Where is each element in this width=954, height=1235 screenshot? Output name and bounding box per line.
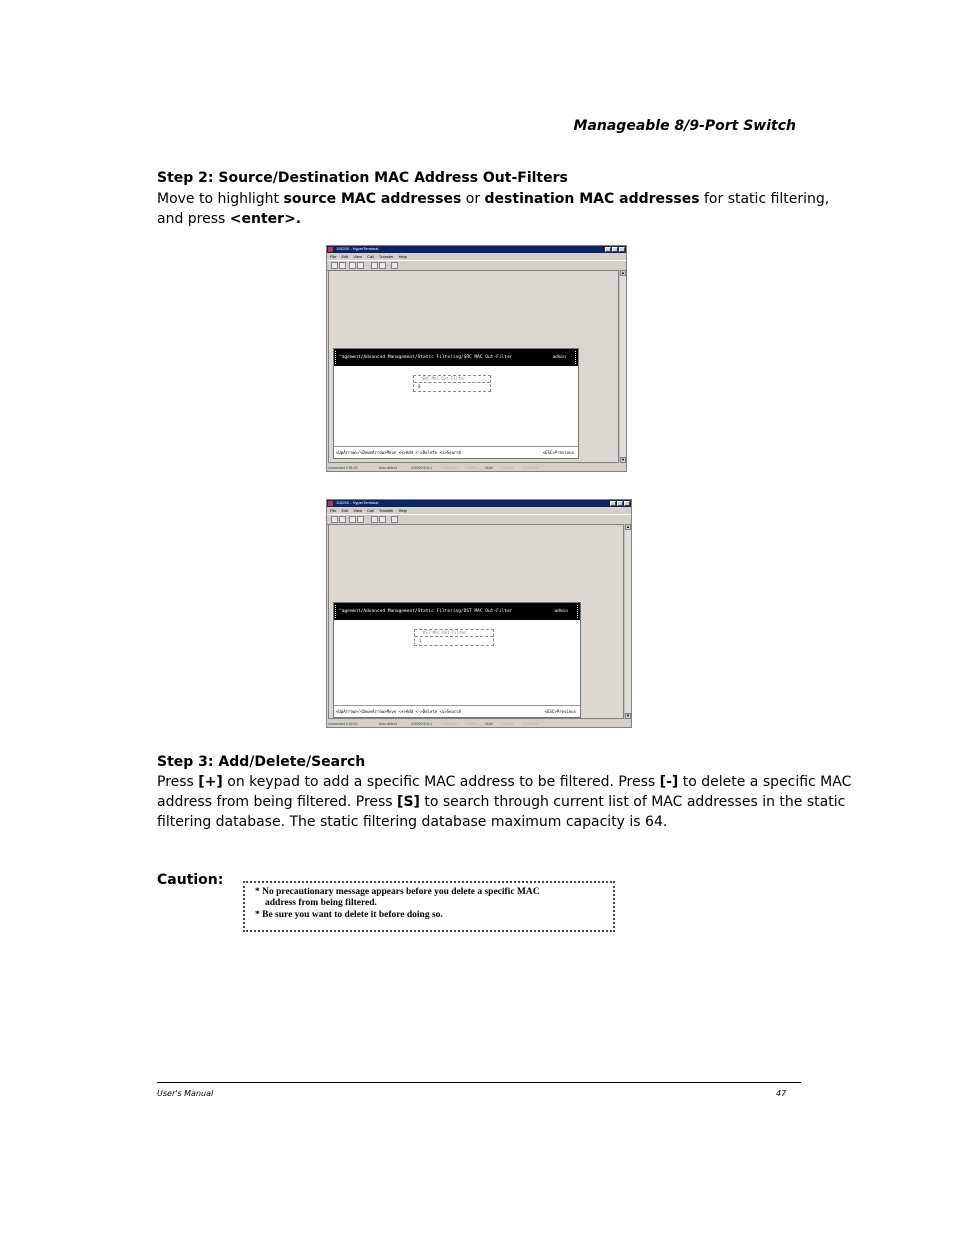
scroll-up-icon[interactable]: ▲	[621, 270, 625, 275]
menu-transfer[interactable]: Transfer	[378, 508, 394, 513]
properties-icon[interactable]	[391, 516, 398, 523]
menu-edit[interactable]: Edit	[341, 508, 349, 513]
step3-heading: Step 3: Add/Delete/Search	[157, 754, 366, 770]
close-icon[interactable]	[624, 501, 630, 506]
scroll-down-icon[interactable]: ▼	[621, 457, 625, 462]
filter-box[interactable]: DST MAC Out-Filter 1	[414, 629, 494, 646]
page-number: 47	[776, 1089, 787, 1098]
open-icon[interactable]	[339, 262, 346, 269]
receive-icon[interactable]	[379, 262, 386, 269]
filter-box[interactable]: SRC MAC Out-Filter 0	[413, 375, 491, 392]
hyperterminal-screenshot-src	[326, 245, 627, 472]
menu-file[interactable]: File	[330, 508, 337, 513]
properties-icon[interactable]	[391, 262, 398, 269]
scroll-up-icon[interactable]: ▲	[626, 524, 630, 529]
terminal-screen	[333, 348, 579, 459]
minimize-icon[interactable]	[610, 501, 616, 506]
menu-file[interactable]: File	[330, 254, 337, 259]
terminal-area	[328, 270, 619, 463]
caution-box: * No precautionary message appears before you delete a specific MAC address from being filtered. * Be sure you want to delete it before doing so.	[243, 881, 615, 932]
hyperterminal-screenshot-dst	[326, 499, 632, 728]
disconnect-icon[interactable]	[357, 516, 364, 523]
menu-help[interactable]: Help	[398, 508, 407, 513]
menu-transfer[interactable]: Transfer	[378, 254, 394, 259]
menu-call[interactable]: Call	[366, 254, 374, 259]
scrollbar[interactable]	[619, 270, 626, 463]
terminal-footer: <UpArrow>/<DownArrow>Move <+>Add <->Delete <s>Search <ESC>Previous	[334, 446, 578, 458]
maximize-icon[interactable]	[612, 247, 618, 252]
menu-call[interactable]: Call	[366, 508, 374, 513]
app-icon	[328, 247, 333, 252]
connect-icon[interactable]	[349, 516, 356, 523]
new-icon[interactable]	[331, 262, 338, 269]
minimize-icon[interactable]	[605, 247, 611, 252]
window-titlebar: 115200 - HyperTerminal	[327, 500, 631, 507]
connect-icon[interactable]	[349, 262, 356, 269]
terminal-titlebar: ^agement/Advanced Management/Static Filtering/DST MAC Out-Filter admin	[334, 603, 580, 620]
menu-edit[interactable]: Edit	[341, 254, 349, 259]
footer-left: User's Manual	[157, 1089, 214, 1098]
close-icon[interactable]	[619, 247, 625, 252]
app-icon	[328, 501, 333, 506]
send-icon[interactable]	[371, 516, 378, 523]
step3-paragraph: Press [+] on keypad to add a specific MAC address to be filtered. Press [-] to delete a specific MAC address from being filtered. Press [S] to search through current list of MAC addresses in the static filtering database. The static filtering database maximum capacity is 64.	[157, 774, 852, 830]
status-bar: Connected 2:02:02 Auto detect 115200 8-N-1 SCROLL CAPS NUM Capture Print echo	[328, 722, 539, 726]
running-header: Manageable 8/9-Port Switch	[573, 118, 796, 134]
status-bar: Connected 2:01:03 Auto detect 115200 8-N-1 SCROLL CAPS NUM Capture Print echo	[328, 466, 539, 470]
menu-bar	[327, 507, 631, 514]
menu-view[interactable]: View	[353, 508, 362, 513]
disconnect-icon[interactable]	[357, 262, 364, 269]
terminal-footer: <UpArrow>/<DownArrow>Move <+>Add <->Delete <s>Search <ESC>Previous	[334, 705, 580, 717]
footer-rule	[157, 1082, 801, 1083]
maximize-icon[interactable]	[617, 501, 623, 506]
terminal-titlebar: ^agement/Advanced Management/Static Filtering/SRC MAC Out-Filter admin	[334, 349, 578, 366]
caution-label: Caution:	[157, 872, 224, 888]
menu-bar	[327, 253, 626, 260]
scroll-down-icon[interactable]: ▼	[626, 713, 630, 718]
menu-view[interactable]: View	[353, 254, 362, 259]
open-icon[interactable]	[339, 516, 346, 523]
step2-heading: Step 2: Source/Destination MAC Address Out-Filters	[157, 170, 568, 186]
new-icon[interactable]	[331, 516, 338, 523]
menu-help[interactable]: Help	[398, 254, 407, 259]
step2-paragraph: Move to highlight source MAC addresses or destination MAC addresses for static filtering, and press <enter>.	[157, 191, 830, 227]
scrollbar[interactable]	[624, 524, 631, 719]
send-icon[interactable]	[371, 262, 378, 269]
terminal-screen	[333, 602, 581, 718]
terminal-area	[328, 524, 624, 719]
receive-icon[interactable]	[379, 516, 386, 523]
window-titlebar: 115200 - HyperTerminal	[327, 246, 626, 253]
